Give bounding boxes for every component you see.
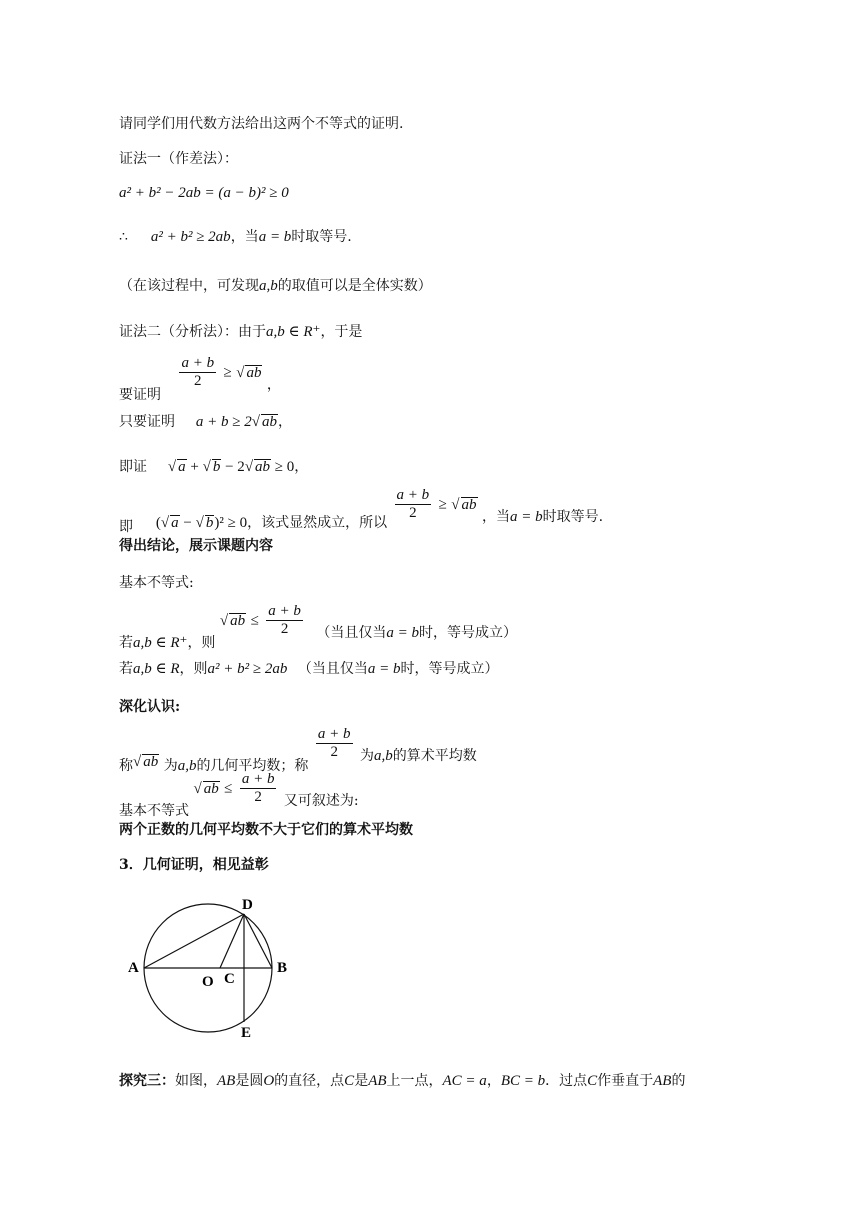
e3-t6: ， bbox=[486, 1073, 501, 1089]
r1-prefix: 若 bbox=[119, 634, 133, 651]
proof2-title-prefix: 证法二（分析法）：由于 bbox=[119, 324, 266, 340]
fraction-numerator: a + b bbox=[181, 355, 215, 371]
restate-prefix: 基本不等式 bbox=[119, 802, 189, 819]
note-vars: a,b bbox=[259, 278, 278, 294]
step3-sqrt-ab: ab bbox=[255, 459, 271, 475]
arith-mean-text: 的算术平均数 bbox=[392, 747, 477, 764]
label-e: E bbox=[241, 1025, 252, 1040]
proof2-step1: 要证明 $\frac{a + b}{2}$ ≥ √ ab ， bbox=[119, 355, 281, 403]
e3-t9: 的 bbox=[671, 1073, 686, 1089]
proof1-note bbox=[119, 279, 432, 294]
e3-c-1: C bbox=[344, 1073, 355, 1089]
step4-sqrt-ab: ab bbox=[461, 496, 477, 513]
r1-cond: a,b ∈ R⁺ bbox=[133, 634, 188, 651]
vars-1: a,b bbox=[177, 757, 197, 774]
section-3-heading: 3．几何证明，相见益彰 bbox=[119, 857, 269, 873]
proof1-when-suffix: 时取等号. bbox=[291, 229, 352, 245]
restate-leq: ≤ bbox=[224, 780, 233, 797]
deepen-fraction bbox=[316, 727, 353, 760]
e3-ac: AC = a bbox=[442, 1073, 487, 1089]
proof1-equation-2-line bbox=[119, 230, 352, 245]
r2-note-cond: a = b bbox=[367, 661, 401, 677]
bold-statement: 两个正数的几何平均数不大于它们的算术平均数 bbox=[119, 822, 413, 838]
explore-3-line bbox=[119, 1074, 685, 1089]
proof2-title bbox=[119, 325, 362, 340]
sqrt-b: b bbox=[212, 459, 221, 475]
step2-sqrt-ab: ab bbox=[262, 414, 277, 430]
plus-sign: + bbox=[186, 459, 203, 475]
note-prefix: （在该过程中，可发现 bbox=[119, 278, 259, 294]
r1-fraction bbox=[266, 604, 303, 637]
step4-sqrt-b: b bbox=[205, 514, 214, 531]
wei-2: 为 bbox=[359, 747, 374, 764]
paren-open: ( bbox=[155, 514, 161, 531]
deepen-frac-den: 2 bbox=[330, 744, 338, 760]
proof2-title-suffix: ，于是 bbox=[320, 324, 363, 340]
basic-title: 基本不等式: bbox=[119, 575, 194, 591]
basic-rule-2 bbox=[119, 662, 498, 677]
r1-then: ，则 bbox=[187, 634, 216, 651]
wei-1: 为 bbox=[163, 757, 178, 774]
r2-cond: a,b ∈ R bbox=[133, 661, 180, 677]
proof1-when-prefix: ，当 bbox=[230, 229, 259, 245]
e3-o: O bbox=[263, 1073, 275, 1089]
deepen-sqrt-ab: ab bbox=[143, 753, 159, 770]
step2-label: 只要证明 bbox=[119, 414, 175, 430]
deepen-line-2: 基本不等式 √ ab ≤ $\frac{a + b}{2}$ 又可叙述为: bbox=[119, 771, 359, 819]
sqrt-ab: ab bbox=[246, 364, 262, 381]
proof1-equation-2: a² + b² ≥ 2ab bbox=[150, 229, 231, 245]
e3-t1: 如图， bbox=[175, 1073, 217, 1089]
step4-text3: 时取等号. bbox=[542, 508, 604, 525]
r2-ineq: a² + b² ≥ 2ab bbox=[207, 661, 288, 677]
step4-minus: − bbox=[179, 514, 196, 531]
label-a: A bbox=[128, 960, 139, 976]
step2-math: a + b ≥ 2 bbox=[195, 414, 252, 430]
e3-t7: ．过点 bbox=[545, 1073, 588, 1089]
label-d: D bbox=[242, 897, 253, 913]
step4-label: 即 bbox=[119, 518, 133, 535]
r2-note-prefix: （当且仅当 bbox=[297, 661, 368, 677]
step1-fraction bbox=[179, 356, 216, 389]
restate-sqrt-ab: ab bbox=[203, 780, 219, 797]
step4-frac-den: 2 bbox=[409, 505, 417, 521]
e3-t4: 是 bbox=[354, 1073, 369, 1089]
step2-comma: ， bbox=[278, 414, 292, 430]
e3-c-2: C bbox=[587, 1073, 598, 1089]
intro-text: 请同学们用代数方法给出这两个不等式的证明. bbox=[119, 116, 404, 132]
fraction-denominator: 2 bbox=[194, 373, 202, 389]
proof1-condition: a = b bbox=[258, 229, 292, 245]
e3-t3: 的直径，点 bbox=[274, 1073, 345, 1089]
proof1-title: 证法一（作差法）： bbox=[119, 151, 238, 167]
r1-note-prefix: （当且仅当 bbox=[316, 624, 387, 641]
e3-bc: BC = b bbox=[500, 1073, 546, 1089]
proof2-step4: 即 (√ a − √ b)² ≥ 0，该式显然成立，所以 $\frac{a + b}{2}$ ≥ √ ab ，当a = b时取等号. bbox=[119, 487, 604, 535]
deepen-heading: 深化认识: bbox=[119, 699, 181, 715]
basic-rule-1: 若a,b ∈ R⁺，则 √ ab ≤ $\frac{a + b}{2}$ （当且仅当a = b时，等号成立） bbox=[119, 603, 517, 651]
step4-geq: ≥ bbox=[438, 496, 447, 513]
step3-comma: ， bbox=[294, 459, 309, 475]
step4-frac-num: a + b bbox=[396, 487, 430, 503]
step4-text2: ，当 bbox=[481, 508, 510, 525]
e3-ab-3: AB bbox=[653, 1073, 672, 1089]
r1-note-cond: a = b bbox=[386, 624, 419, 641]
r1-frac-den: 2 bbox=[280, 621, 289, 637]
restate-suffix: 又可叙述为: bbox=[283, 792, 359, 809]
r1-leq: ≤ bbox=[250, 612, 259, 629]
note-suffix: 的取值可以是全体实数） bbox=[277, 278, 432, 294]
step3-tail: ≥ 0 bbox=[271, 459, 295, 475]
r1-frac-num: a + b bbox=[268, 603, 301, 619]
e3-t2: 是圆 bbox=[235, 1073, 264, 1089]
deepen-line-1: 称√ ab 为a,b的几何平均数；称 $\frac{a + b}{2}$ 为a,b的算术平均数 bbox=[119, 726, 477, 774]
circle-geometry-figure bbox=[120, 890, 300, 1040]
cheng-1: 称 bbox=[119, 757, 133, 774]
conclusion-heading: 得出结论，展示课题内容 bbox=[119, 538, 273, 554]
restate-frac-den: 2 bbox=[254, 789, 262, 805]
e3-ab-1: AB bbox=[217, 1073, 236, 1089]
minus-two: − 2 bbox=[221, 459, 245, 475]
explore-3-heading: 探究三： bbox=[119, 1073, 175, 1089]
step3-label: 即证 bbox=[119, 459, 147, 475]
r1-sqrt-ab: ab bbox=[230, 612, 246, 629]
r2-note-suffix: 时，等号成立） bbox=[400, 661, 499, 677]
label-o: O bbox=[202, 974, 214, 990]
step1-label: 要证明 bbox=[119, 386, 161, 403]
segment-od bbox=[220, 914, 244, 968]
paren-close: )² ≥ 0 bbox=[214, 514, 248, 531]
step4-sqrt-a: a bbox=[171, 514, 179, 531]
vars-2: a,b bbox=[373, 747, 393, 764]
segment-db bbox=[244, 914, 272, 968]
r1-note-suffix: 时，等号成立） bbox=[418, 624, 517, 641]
proof2-title-math: a,b ∈ R⁺ bbox=[266, 324, 321, 340]
r2-prefix: 若 bbox=[119, 661, 133, 677]
therefore-symbol: ∴ bbox=[119, 229, 128, 245]
label-c: C bbox=[224, 971, 235, 987]
sqrt-a: a bbox=[178, 459, 186, 475]
proof1-equation-1: a² + b² − 2ab = (a − b)² ≥ 0 bbox=[119, 185, 289, 201]
restate-fraction bbox=[240, 772, 277, 805]
r2-then: ，则 bbox=[179, 661, 208, 677]
e3-ab-2: AB bbox=[368, 1073, 387, 1089]
step4-cond: a = b bbox=[509, 508, 543, 525]
step4-fraction bbox=[395, 488, 432, 521]
e3-t8: 作垂直于 bbox=[597, 1073, 654, 1089]
e3-t5: 上一点， bbox=[386, 1073, 443, 1089]
label-b: B bbox=[277, 960, 288, 976]
geo-mean-text: 的几何平均数；称 bbox=[196, 757, 309, 774]
step4-text1: ，该式显然成立，所以 bbox=[247, 514, 388, 531]
segment-ad bbox=[144, 914, 244, 968]
proof2-step3: 即证 √ a + √ b − 2√ ab ≥ 0， bbox=[119, 459, 309, 475]
restate-frac-num: a + b bbox=[241, 771, 275, 787]
deepen-frac-num: a + b bbox=[317, 726, 351, 742]
step1-comma: ， bbox=[266, 376, 281, 393]
geq-sign: ≥ bbox=[223, 364, 232, 381]
proof2-step2: 只要证明 a + b ≥ 2√ ab， bbox=[119, 414, 292, 430]
